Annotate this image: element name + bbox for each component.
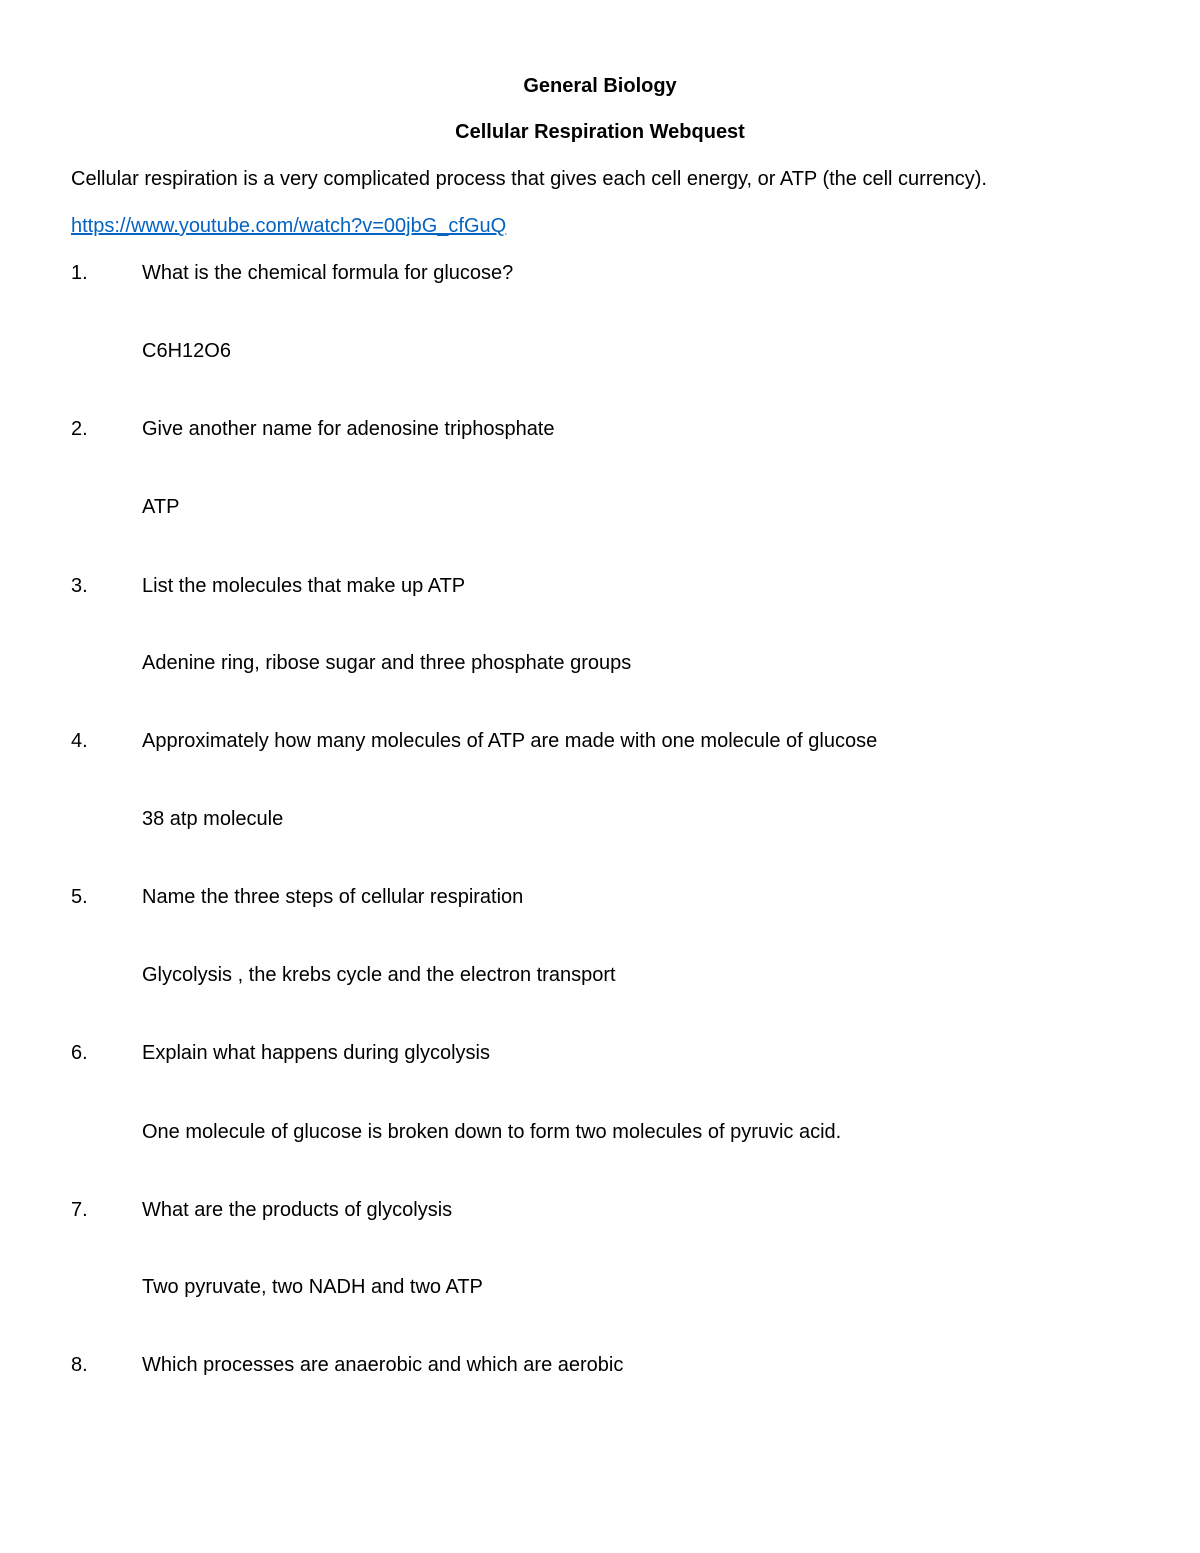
question-number: 5. <box>71 886 88 908</box>
question-number: 4. <box>71 730 88 752</box>
intro-paragraph: Cellular respiration is a very complicated process that gives each cell energy, or ATP (the cell currency). <box>71 168 987 190</box>
course-title: General Biology <box>523 75 677 97</box>
question-text: Which processes are anaerobic and which are aerobic <box>142 1354 624 1376</box>
answer-text: ATP <box>142 496 180 518</box>
question-text: What are the products of glycolysis <box>142 1199 453 1221</box>
question-text: Give another name for adenosine triphosphate <box>142 418 555 440</box>
question-text: What is the chemical formula for glucose? <box>142 262 514 284</box>
answer-text: 38 atp molecule <box>142 808 284 830</box>
answer-text: Adenine ring, ribose sugar and three phosphate groups <box>142 652 632 674</box>
question-number: 1. <box>71 262 88 284</box>
question-number: 7. <box>71 1199 88 1221</box>
question-number: 6. <box>71 1042 88 1064</box>
question-text: Approximately how many molecules of ATP are made with one molecule of glucose <box>142 730 878 752</box>
question-number: 8. <box>71 1354 88 1376</box>
answer-text: Two pyruvate, two NADH and two ATP <box>142 1276 483 1298</box>
answer-text: One molecule of glucose is broken down to form two molecules of pyruvic acid. <box>142 1121 842 1143</box>
question-text: Name the three steps of cellular respiration <box>142 886 524 908</box>
question-text: Explain what happens during glycolysis <box>142 1042 490 1064</box>
question-number: 2. <box>71 418 88 440</box>
answer-text: C6H12O6 <box>142 340 231 362</box>
question-number: 3. <box>71 575 88 597</box>
document-title: Cellular Respiration Webquest <box>455 121 745 143</box>
video-link[interactable]: https://www.youtube.com/watch?v=00jbG_cfGuQ <box>71 215 507 237</box>
question-text: List the molecules that make up ATP <box>142 575 466 597</box>
answer-text: Glycolysis , the krebs cycle and the electron transport <box>142 964 616 986</box>
